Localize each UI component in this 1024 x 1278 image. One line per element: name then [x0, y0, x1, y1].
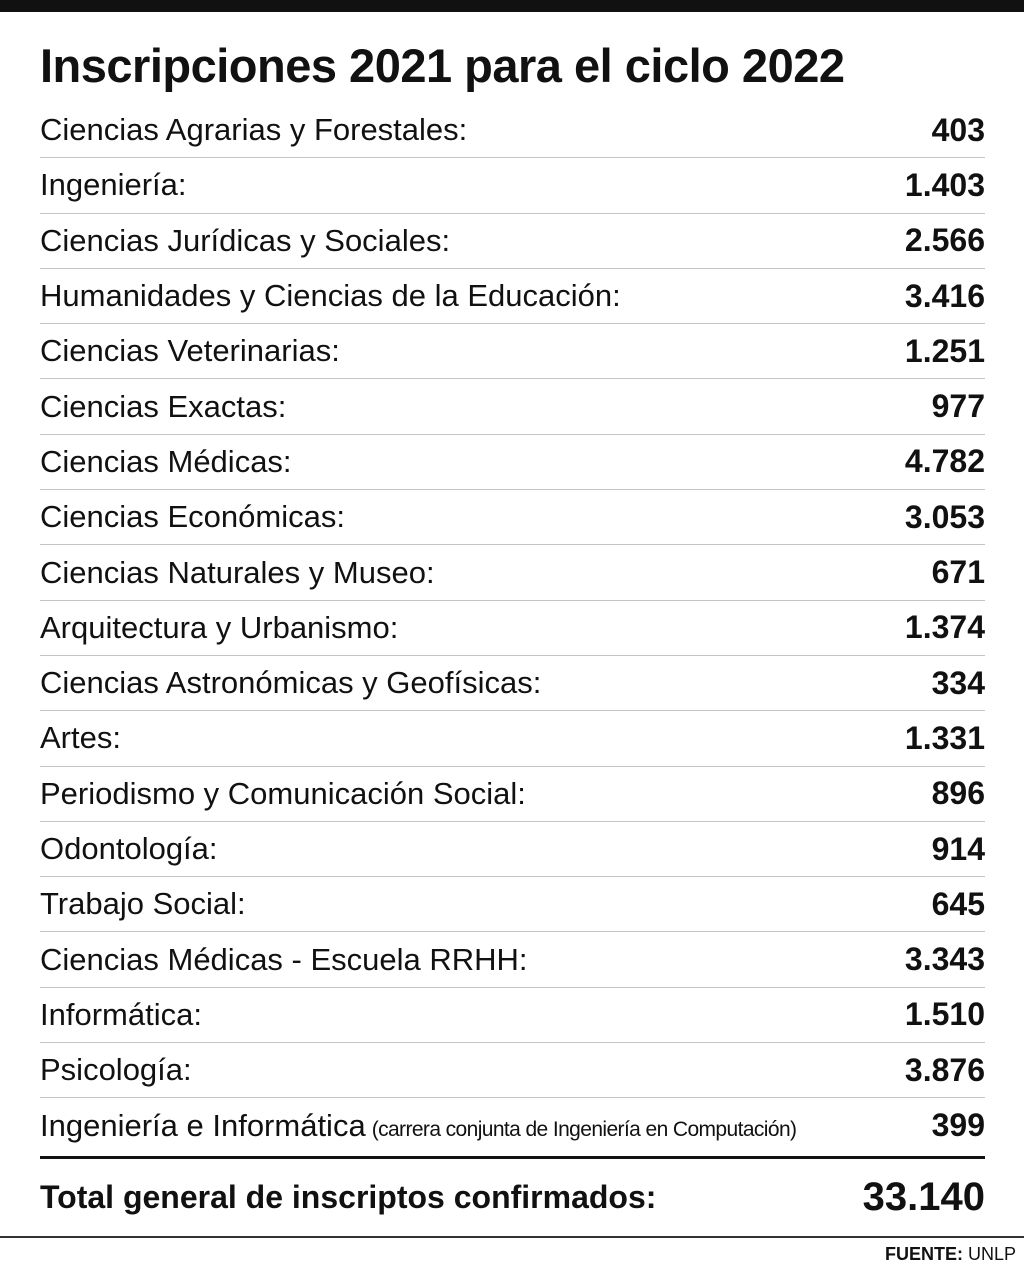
- table-row: [40, 269, 985, 324]
- row-label-text: Informática:: [40, 996, 202, 1032]
- row-value: 671: [931, 554, 985, 591]
- row-label: [40, 1108, 796, 1144]
- total-label: Total general de inscriptos confirmados:: [40, 1178, 657, 1215]
- row-value: 3.416: [904, 277, 985, 314]
- row-label: [40, 831, 218, 867]
- row-value: 1.331: [904, 719, 985, 756]
- table-row: [40, 656, 985, 711]
- table-row: [40, 932, 985, 987]
- row-value: 334: [931, 664, 985, 701]
- row-label-text: Odontología:: [40, 831, 218, 866]
- row-label-text: Ciencias Médicas:: [40, 443, 292, 479]
- table-row: [40, 103, 985, 158]
- table-row: [40, 324, 985, 379]
- row-label: [40, 997, 202, 1033]
- row-label: [40, 555, 435, 591]
- row-value: 1.251: [904, 332, 985, 369]
- row-value: 914: [931, 830, 985, 867]
- row-value: 4.782: [904, 443, 985, 480]
- row-label-text: Humanidades y Ciencias de la Educación:: [40, 278, 621, 314]
- source-value: UNLP: [967, 1244, 1016, 1264]
- table-row: [40, 1098, 985, 1153]
- total-divider: [40, 1156, 985, 1159]
- row-label: [40, 720, 121, 756]
- row-label-text: Psicología:: [40, 1052, 192, 1088]
- table-row: [40, 601, 985, 656]
- row-label-text: Ciencias Jurídicas y Sociales:: [40, 222, 451, 258]
- row-value: 3.053: [904, 498, 985, 535]
- table-row: [40, 877, 985, 932]
- row-label: [40, 223, 450, 259]
- table-row: [40, 545, 985, 600]
- row-label-text: Arquitectura y Urbanismo:: [40, 609, 399, 645]
- source-label: FUENTE:: [884, 1244, 963, 1264]
- row-label: [40, 1052, 192, 1088]
- table-row: [40, 379, 985, 434]
- table-row: [40, 767, 985, 822]
- table-row: [40, 214, 985, 269]
- row-label: [40, 886, 246, 922]
- row-label-text: Artes:: [40, 720, 121, 756]
- row-label: [40, 610, 398, 646]
- row-label: [40, 499, 345, 535]
- bottom-rule: [0, 1236, 1024, 1238]
- row-value: 1.403: [904, 166, 985, 203]
- row-label: [40, 665, 541, 701]
- row-label: [40, 167, 187, 203]
- row-label-text: Ciencias Astronómicas y Geofísicas:: [40, 665, 542, 701]
- row-value: 403: [931, 111, 985, 148]
- total-row: [40, 1164, 985, 1230]
- row-label-text: Ciencias Exactas:: [40, 388, 287, 424]
- row-label: [40, 776, 526, 812]
- total-value: 33.140: [862, 1174, 985, 1219]
- row-value: 896: [931, 775, 985, 812]
- row-value: 399: [931, 1107, 985, 1144]
- enrollment-table: [40, 103, 985, 1154]
- source-credit: [885, 1244, 1016, 1265]
- row-value: 2.566: [904, 222, 985, 259]
- row-label-text: Ingeniería:: [40, 167, 187, 203]
- row-label: [40, 389, 286, 425]
- row-value: 3.876: [904, 1051, 985, 1088]
- table-row: [40, 711, 985, 766]
- row-label-text: Ingeniería e Informática: [40, 1107, 366, 1143]
- top-rule: [0, 0, 1024, 12]
- row-label-text: Trabajo Social:: [40, 886, 246, 922]
- row-note: (carrera conjunta de Ingeniería en Computación): [371, 1117, 797, 1141]
- page-title: Inscripciones 2021 para el ciclo 2022: [40, 39, 845, 92]
- row-label: [40, 278, 621, 314]
- row-label: [40, 333, 340, 369]
- row-label-text: Ciencias Económicas:: [40, 499, 345, 535]
- row-label: [40, 942, 528, 978]
- row-value: 645: [931, 885, 985, 922]
- row-label-text: Ciencias Veterinarias:: [40, 333, 340, 369]
- table-row: [40, 822, 985, 877]
- table-row: [40, 1043, 985, 1098]
- row-value: 1.374: [904, 609, 985, 646]
- row-label-text: Ciencias Naturales y Museo:: [40, 554, 435, 590]
- table-row: [40, 158, 985, 213]
- row-label-text: Periodismo y Comunicación Social:: [40, 775, 526, 811]
- row-label: [40, 112, 467, 148]
- row-value: 977: [931, 388, 985, 425]
- row-label: [40, 444, 292, 480]
- row-label-text: Ciencias Médicas - Escuela RRHH:: [40, 941, 528, 977]
- row-value: 3.343: [904, 941, 985, 978]
- table-row: [40, 490, 985, 545]
- row-label-text: Ciencias Agrarias y Forestales:: [40, 112, 468, 148]
- table-row: [40, 988, 985, 1043]
- table-row: [40, 435, 985, 490]
- row-value: 1.510: [904, 996, 985, 1033]
